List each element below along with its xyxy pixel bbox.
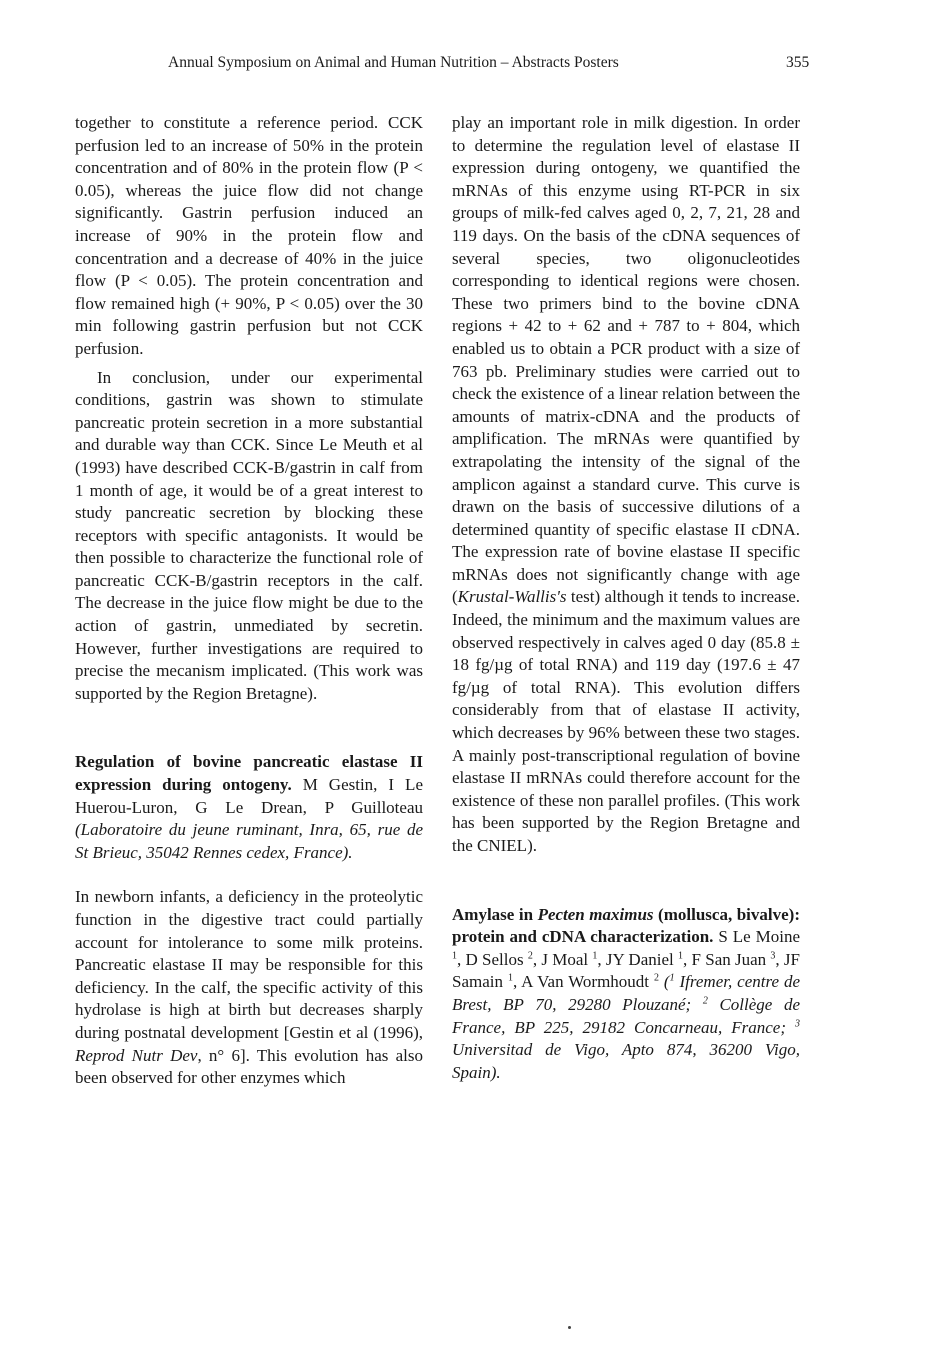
body-text: , n° 6]. This evolution has also been observed for other enzymes which — [75, 1045, 423, 1088]
left-column — [75, 112, 423, 1090]
abstract-affiliation: (Laboratoire du jeune ruminant, Inra, 65, rue de St Brieuc, 35042 Rennes cedex, France). — [75, 820, 423, 862]
abstract-amylase-heading — [452, 904, 800, 1085]
statistical-test-name: Krustal-Wallis's — [457, 587, 567, 607]
paragraph-conclusion: In conclusion, under our experimental conditions, gastrin was shown to stimulate pancreatic protein secretion in a more substantial and durable way than CCK. Since Le Meuth et al (1993) have described CCK-B/gastrin in calf from 1 month of age, it would be of a great interest to study pancreatic secretion by blocking these receptors with specific antagonists. It would be then possible to characterize the functional role of pancreatic CCK-B/gastrin receptors in the calf. The decrease in the juice flow might be due to the action of gastrin, unmediated by secretin. However, further investigations are required to precise the mecanism implicated. (This work was supported by the Region Bretagne). — [75, 367, 423, 703]
species-name: Pecten maximus — [537, 904, 654, 924]
paragraph-continuation: together to constitute a reference period. CCK perfusion led to an increase of 50% in the protein concentration and of 80% in the protein flow (P < 0.05), whereas the juice flow did not change significantly. Gastrin perfusion induced an increase of 90% in the protein flow and concentration and a decrease of 40% in the juice flow (P < 0.05). The protein concentration and flow remained high (+ 90%, P < 0.05) over the 30 min following gastrin perfusion but not CCK perfusion. — [75, 113, 423, 358]
abstract-title: Regulation of bovine pancreatic elastase II expression during ontogeny. — [75, 752, 423, 795]
body-text: test) although it tends to increase. Indeed, the minimum and the maximum values are observed respectively in calves aged 0 day (85.8 ± 18 fg/µg of total RNA) and 119 day (197.6 ± 47 fg/µg of total RNA). This evolution differs considerably from that of elastase II activity, which decreases by 96% between these two stages. A mainly post-transcriptional regulation of bovine elastase II mRNAs could therefore account for the existence of these non parallel profiles. (This work has been supported by the Region Bretagne and the CNIEL). — [452, 587, 800, 855]
abstract-elastase-heading — [75, 751, 423, 864]
right-column — [452, 112, 800, 1084]
page-number: 355 — [786, 54, 810, 71]
stray-mark — [568, 1326, 571, 1329]
body-text: In newborn infants, a deficiency in the proteolytic function in the digestive tract could partially account for intolerance to some milk proteins. Pancreatic elastase II may be responsible for this deficiency. In the calf, the specific activity of this hydrolase is high at birth but decreases sharply during postnatal development [Gestin et al (1996), — [75, 887, 423, 1042]
body-text: play an important role in milk digestion. In order to determine the regulation level of elastase II expression during ontogeny, we quantified the mRNAs of this enzyme using RT-PCR in six groups of milk-fed calves aged 0, 2, 7, 21, 28 and 119 days. On the basis of the cDNA sequences of several species, two oligonucleotides corresponding to identical regions were chosen. These two primers bind to the bovine cDNA regions + 42 to + 62 and + 787 to + 804, which enabled us to obtain a PCR product with a size of 763 pb. Preliminary studies were carried out to check the existence of a linear relation between the amounts of matrix-cDNA and the products of amplification. The mRNAs were quantified by extrapolating the intensity of the signal of the amplicon against a standard curve. This curve is drawn on the basis of successive dilutions of a determined quantity of specific elastase II cDNA. The expression rate of bovine elastase II specific mRNAs does not significantly change with age ( — [452, 113, 800, 607]
running-title: Annual Symposium on Animal and Human Nutrition – Abstracts Posters — [168, 54, 619, 71]
abstract-elastase-body — [75, 886, 423, 1089]
running-header — [0, 54, 930, 76]
journal-name: Reprod Nutr Dev — [75, 1045, 198, 1065]
abstract-authors: S Le Moine $^1$, D Sellos $^2$, J Moal $^1$, JY Daniel $^1$, F San Juan $^3$, JF Samain $^1$, A Van Wormhoudt $^2$ — [452, 927, 801, 992]
abstract-title: Amylase in Pecten maximus (mollusca, bivalve): protein and cDNA characterization. — [452, 904, 800, 947]
abstract-affiliation: ($^1$ Ifremer, centre de Brest, BP 70, 29280 Plouzané; $^2$ Collège de France, BP 225, 29182 Concarneau, France; $^3$ Universitad de Vigo, Apto 874, 36200 Vigo, Spain). — [452, 972, 800, 1082]
abstract-authors: M Gestin, I Le Huerou-Luron, G Le Drean, P Guilloteau — [75, 775, 423, 817]
abstract-elastase-body-continued — [452, 112, 800, 858]
